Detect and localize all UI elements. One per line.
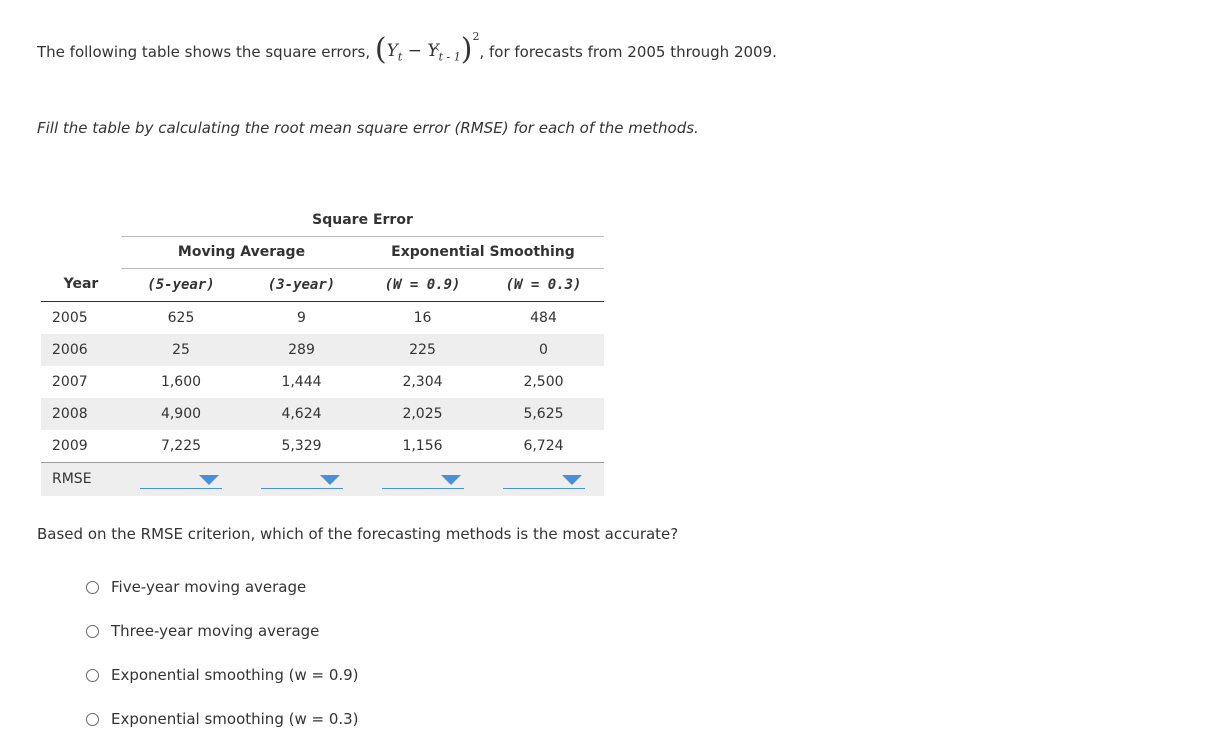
- rmse-dropdown-w-0-3[interactable]: [503, 472, 585, 489]
- table-row: [41, 430, 604, 463]
- option-label: Three-year moving average: [111, 622, 320, 640]
- rmse-row: [41, 462, 604, 496]
- table-row: [41, 366, 604, 398]
- option-exp-smoothing-0-9[interactable]: [86, 664, 359, 686]
- year-cell: 2009: [52, 437, 88, 454]
- value-cell: 625: [167, 309, 195, 326]
- value-cell: 2,025: [362, 398, 483, 430]
- value-cell: 289: [241, 334, 362, 366]
- col-header-3-year: (3-year): [241, 268, 362, 301]
- value-cell: 16: [413, 309, 432, 326]
- value-cell: 4,900: [121, 398, 241, 430]
- year-cell: 2006: [41, 334, 121, 366]
- year-cell: 2007: [52, 373, 88, 390]
- moving-average-header: Moving Average: [121, 236, 362, 268]
- table-row: [41, 301, 604, 334]
- radio-button[interactable]: [86, 669, 99, 682]
- year-header: Year: [41, 268, 121, 301]
- rmse-dropdown-w-0-9[interactable]: [382, 472, 464, 489]
- value-cell: 25: [121, 334, 241, 366]
- value-cell: 5,329: [281, 437, 322, 454]
- option-three-year-ma[interactable]: [86, 620, 319, 642]
- option-five-year-ma[interactable]: [86, 576, 306, 598]
- radio-button[interactable]: [86, 625, 99, 638]
- square-error-table: [41, 204, 604, 496]
- table-row: [41, 334, 604, 366]
- intro-text: [37, 28, 777, 68]
- col-header-5-year: (5-year): [121, 268, 241, 301]
- radio-button[interactable]: [86, 713, 99, 726]
- value-cell: 0: [483, 334, 604, 366]
- value-cell: 2,304: [402, 373, 443, 390]
- option-exp-smoothing-0-3[interactable]: [86, 708, 359, 730]
- exponential-smoothing-header: Exponential Smoothing: [362, 236, 604, 268]
- value-cell: 1,444: [281, 373, 322, 390]
- value-cell: 9: [297, 309, 306, 326]
- intro-prefix: The following table shows the square errors,: [37, 43, 371, 61]
- year-cell: 2005: [52, 309, 88, 326]
- table-title: Square Error: [121, 204, 604, 236]
- value-cell: 5,625: [483, 398, 604, 430]
- table-row: [41, 398, 604, 430]
- value-cell: 2,500: [523, 373, 564, 390]
- option-label: Exponential smoothing (w = 0.3): [111, 710, 359, 728]
- intro-suffix: , for forecasts from 2005 through 2009.: [479, 43, 777, 61]
- rmse-dropdown-5-year[interactable]: [140, 472, 222, 489]
- radio-button[interactable]: [86, 581, 99, 594]
- instruction-text: Fill the table by calculating the root mean square error (RMSE) for each of the methods.: [37, 119, 699, 137]
- option-label: Five-year moving average: [111, 578, 307, 596]
- value-cell: 225: [362, 334, 483, 366]
- option-label: Exponential smoothing (w = 0.9): [111, 666, 359, 684]
- value-cell: 7,225: [160, 437, 202, 454]
- col-header-w-0-9: (W = 0.9): [362, 268, 483, 301]
- value-cell: 484: [530, 309, 557, 326]
- rmse-dropdown-3-year[interactable]: [261, 472, 343, 489]
- value-cell: 1,156: [402, 437, 443, 454]
- value-cell: 6,724: [523, 437, 564, 454]
- value-cell: 1,600: [160, 373, 202, 390]
- rmse-label: RMSE: [41, 462, 121, 496]
- question-text: Based on the RMSE criterion, which of the forecasting methods is the most accurate?: [37, 525, 679, 543]
- year-cell: 2008: [41, 398, 121, 430]
- squared-error-formula: ($Y_t$ − ^ $Y_{t - 1})^2$: [375, 41, 480, 61]
- col-header-w-0-3: (W = 0.3): [483, 268, 604, 301]
- value-cell: 4,624: [241, 398, 362, 430]
